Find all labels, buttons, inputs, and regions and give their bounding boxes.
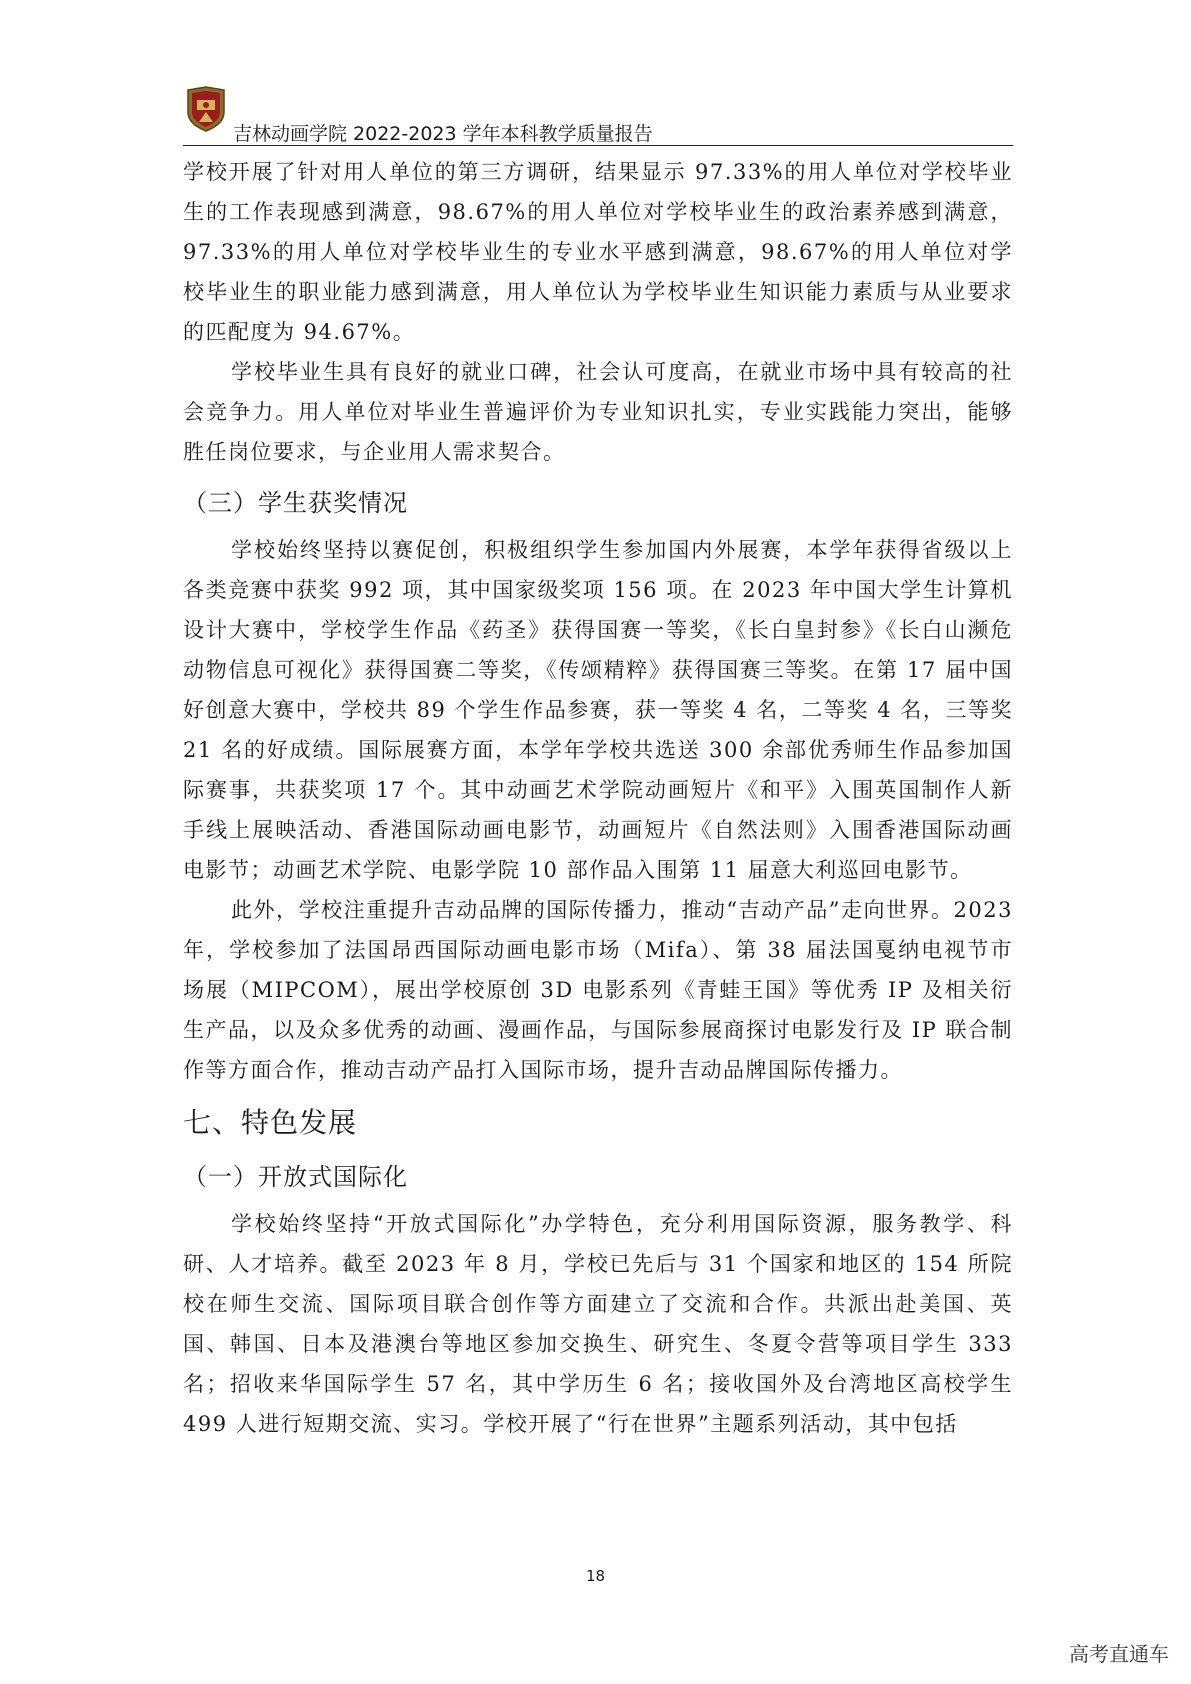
school-crest-icon <box>185 86 227 132</box>
heading-section-seven: 七、特色发展 <box>183 1106 358 1139</box>
paragraph-employment-reputation: 学校毕业生具有良好的就业口碑，社会认可度高，在就业市场中具有较高的社会竞争力。用人单位对毕业生普遍评价为专业知识扎实，专业实践能力突出，能够胜任岗位要求，与企业用人需求契合。 <box>183 360 1013 464</box>
heading-student-awards: （三）学生获奖情况 <box>183 489 408 517</box>
page-header <box>183 86 1013 146</box>
heading-open-internationalization: （一）开放式国际化 <box>183 1163 408 1191</box>
header-divider <box>183 145 1013 146</box>
page-number: 18 <box>585 1567 606 1585</box>
report-header-title: 吉林动画学院 2022-2023 学年本科教学质量报告 <box>233 123 653 145</box>
paragraph-international-brand: 此外，学校注重提升吉动品牌的国际传播力，推动“吉动产品”走向世界。2023 年，学校参加了法国昂西国际动画电影市场（Mifa）、第 38 届法国戛纳电视节市场展（MIPCOM），展出学校原创 3D 电影系列《青蛙王国》等优秀 IP 及相关衍生产品，以及众多优秀的动画、漫画作品，与国际参展商探讨电影发行及 IP 联合制作等方面合作，推动吉动产品打入国际市场，提升吉动品牌国际传播力。 <box>183 898 1013 1082</box>
watermark-text: 高考直通车 <box>1069 1642 1169 1666</box>
paragraph-employer-survey: 学校开展了针对用人单位的第三方调研，结果显示 97.33%的用人单位对学校毕业生的工作表现感到满意，98.67%的用人单位对学校毕业生的政治素养感到满意，97.33%的用人单位对学校毕业生的专业水平感到满意，98.67%的用人单位对学校毕业生的职业能力感到满意，用人单位认为学校毕业生知识能力素质与从业要求的匹配度为 94.67%。 <box>183 160 1013 344</box>
page-body <box>183 152 1013 1444</box>
paragraph-international-exchange: 学校始终坚持“开放式国际化”办学特色，充分利用国际资源，服务教学、科研、人才培养。截至 2023 年 8 月，学校已先后与 31 个国家和地区的 154 所院校在师生交流、国际项目联合创作等方面建立了交流和合作。共派出赴美国、英国、韩国、日本及港澳台等地区参加交换生、研究生、冬夏令营等项目学生 333 名；招收来华国际学生 57 名，其中学历生 6 名；接收国外及台湾地区高校学生 499 人进行短期交流、实习。学校开展了“行在世界”主题系列活动，其中包括 <box>183 1212 1013 1436</box>
paragraph-competition-awards: 学校始终坚持以赛促创，积极组织学生参加国内外展赛，本学年获得省级以上各类竞赛中获奖 992 项，其中国家级奖项 156 项。在 2023 年中国大学生计算机设计大赛中，学校学生作品《药圣》获得国赛一等奖，《长白皇封参》《长白山濒危动物信息可视化》获得国赛二等奖，《传颂精粹》获得国赛三等奖。在第 17 届中国好创意大赛中，学校共 89 个学生作品参赛，获一等奖 4 名，二等奖 4 名，三等奖 21 名的好成绩。国际展赛方面，本学年学校共选送 300 余部优秀师生作品参加国际赛事，共获奖项 17 个。其中动画艺术学院动画短片《和平》入围英国制作人新手线上展映活动、香港国际动画电影节，动画短片《自然法则》入围香港国际动画电影节；动画艺术学院、电影学院 10 部作品入围第 11 届意大利巡回电影节。 <box>183 538 1013 882</box>
